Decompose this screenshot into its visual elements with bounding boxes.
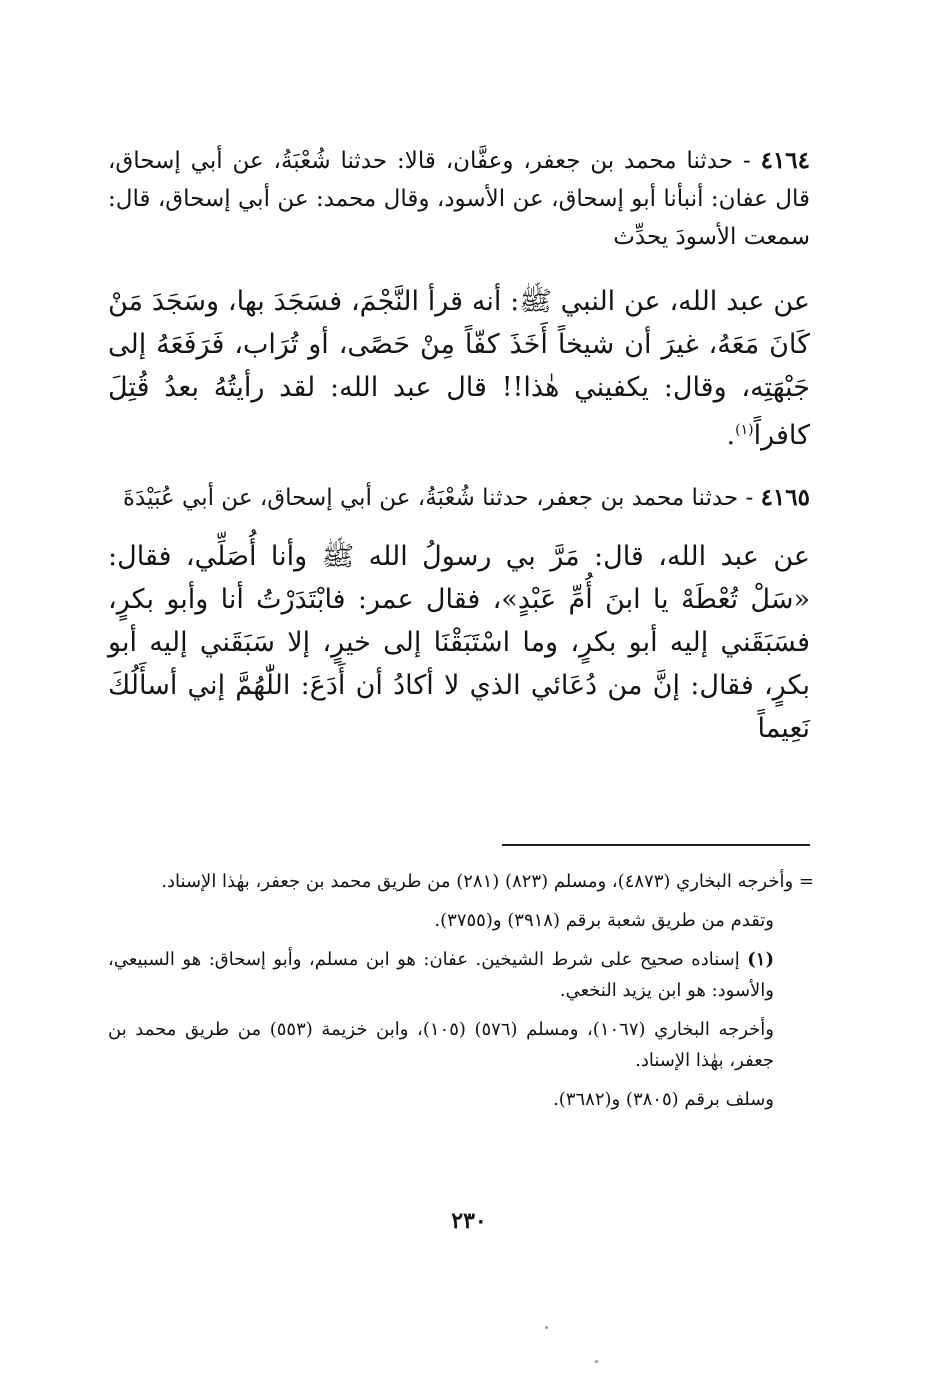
footnote-1-takhrij: وأخرجه البخاري (١٠٦٧)، ومسلم (٥٧٦) (١٠٥)، وابن خزيمة (٥٥٣) من طريق محمد بن جعفر، بهٰذا الإسناد. [108,1019,775,1071]
footnote-1-cross-ref: وسلف برقم (٣٨٠٥) و(٣٦٨٢). [553,1089,774,1110]
footnote-1 [108,944,814,1006]
scan-speck [595,1360,598,1363]
footnote-text: إسناده صحيح على شرط الشيخين. عفان: هو ابن مسلم، وأبو إسحاق: هو السبيعي، والأسود: هو ابن يزيد النخعي. [108,949,774,1001]
footnote-continued: = وأخرجه البخاري (٤٨٧٣)، ومسلم (٨٢٣) (٢٨١) من طريق محمد بن جعفر، بهٰذا الإسناد. [161,871,814,892]
scan-speck [545,1326,548,1329]
main-text [108,142,810,750]
isnad-text: - حدثنا محمد بن جعفر، حدثنا شُعْبَةُ، عن أبي إسحاق، عن أبي عُبَيْدَةَ [123,485,761,511]
end-punct: . [726,420,736,451]
hadith-4164-matn [108,280,810,457]
hadith-4165-matn [108,535,810,750]
hadith-number: ٤١٦٥ [760,484,810,511]
footnote-separator [502,844,810,846]
page-number: ٢٣٠ [451,1208,487,1234]
footnote-number: (١) [747,949,774,970]
isnad-text: - حدثنا محمد بن جعفر، وعفَّان، قالا: حدثنا شُعْبَةُ، عن أبي إسحاق، قال عفان: أنبأنا أبو إسحاق، عن الأسود، وقال محمد: عن أبي إسحاق، قال: سمعت الأسودَ يحدِّث [108,148,810,250]
hadith-4165-isnad [108,479,810,517]
footnotes [108,866,814,1123]
footnote-cross-ref: وتقدم من طريق شعبة برقم (٣٩١٨) و(٣٧٥٥). [434,910,774,931]
hadith-4164-isnad [108,142,810,256]
hadith-number: ٤١٦٤ [760,147,810,174]
matn-text: عن عبد الله، قال: مَرَّ بي رسولُ الله ﷺ وأنا أُصَلِّي، فقال: «سَلْ تُعْطَهْ يا ابنَ أُمِّ عَبْدٍ»، فقال عمر: فابْتَدَرْتُ أنا وأبو بكرٍ، فسَبَقَني إليه أبو بكرٍ، وما اسْتَبَقْنَا إلى خيرٍ، إلا سَبَقَني إليه أبو بكرٍ، فقال: إنَّ من دُعَائي الذي لا أكادُ أن أَدَعَ: اللّٰهُمَّ إني أسأَلُكَ نَعِيماً [108,541,810,744]
matn-text: عن عبد الله، عن النبي ﷺ: أنه قرأ النَّجْمَ، فسَجَدَ بها، وسَجَدَ مَنْ كَانَ مَعَهُ، غيرَ أن شيخاً أَخَذَ كفّاً مِنْ حَصًى، أو تُرَاب، فَرَفَعَهُ إلى جَبْهَتِه، وقال: يكفيني هٰذا!! قال عبد الله: لقد رأيتُهُ بعدُ قُتِلَ كافراً [108,286,810,451]
footnote-ref: (١) [735,422,754,438]
